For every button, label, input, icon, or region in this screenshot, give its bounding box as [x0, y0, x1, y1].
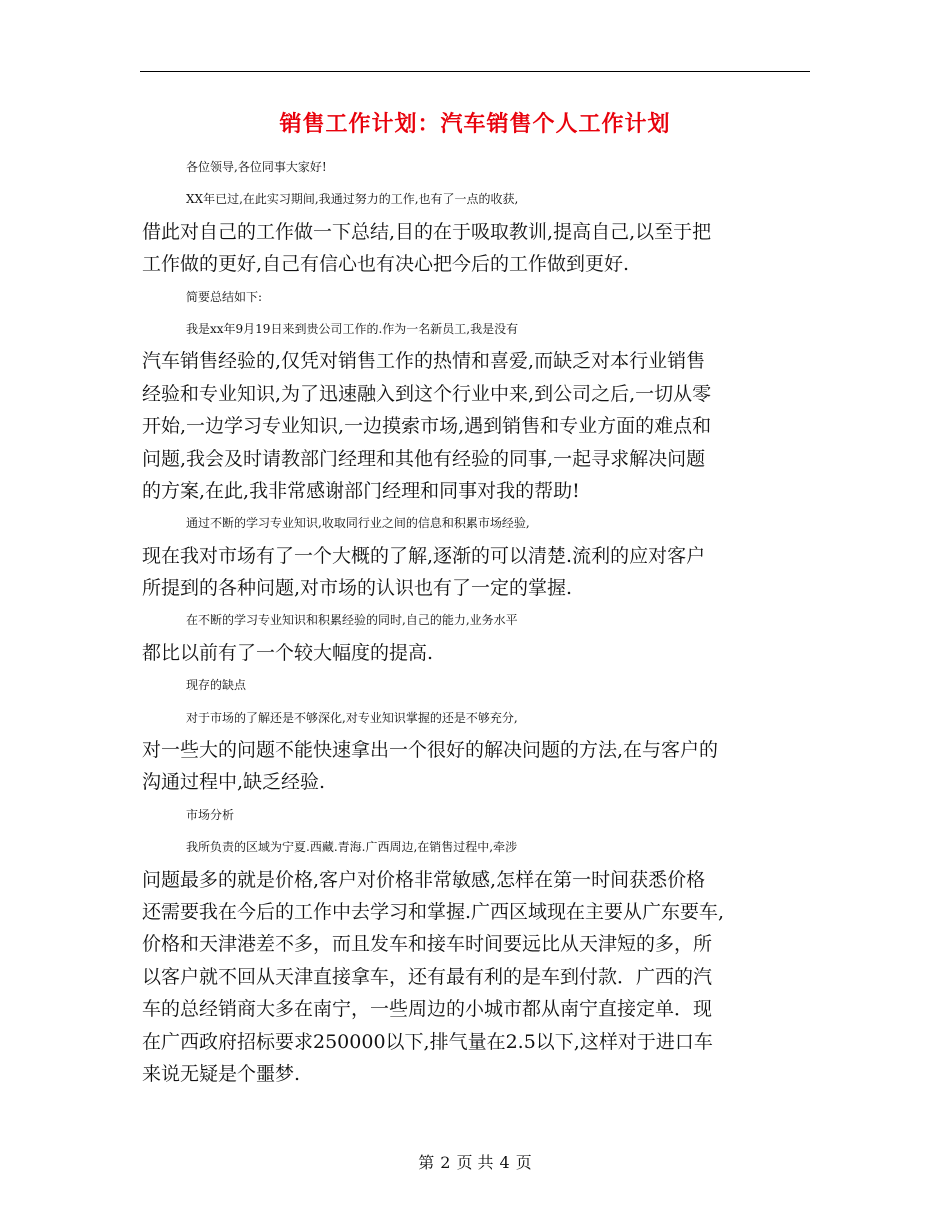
paragraph-line: 在广西政府招标要求250000以下,排气量在2.5以下,这样对于进口车 — [142, 1030, 713, 1053]
paragraph-line: 以客户就不回从天津直接拿车，还有最有利的是车到付款．广西的汽 — [142, 965, 713, 988]
paragraph-line: 我是xx年9月19日来到贵公司工作的.作为一名新员工,我是没有 — [186, 321, 519, 336]
document-title: 销售工作计划：汽车销售个人工作计划 — [279, 111, 671, 137]
paragraph-line: 现在我对市场有了一个大概的了解,逐渐的可以清楚.流利的应对客户 — [142, 544, 706, 567]
header-rule — [140, 71, 810, 72]
paragraph-line: 经验和专业知识,为了迅速融入到这个行业中来,到公司之后,一切从零 — [142, 382, 712, 405]
paragraph-line: 现存的缺点 — [186, 678, 247, 693]
paragraph-line: 简要总结如下: — [186, 289, 263, 304]
paragraph-line: 还需要我在今后的工作中去学习和掌握.广西区域现在主要从广东要车, — [142, 900, 725, 923]
paragraph-line: 我所负责的区域为宁夏.西藏.青海.广西周边,在销售过程中,牵涉 — [186, 840, 518, 855]
paragraph-line: 借此对自己的工作做一下总结,目的在于吸取教训,提高自己,以至于把 — [142, 220, 712, 243]
paragraph-line: 问题,我会及时请教部门经理和其他有经验的同事,一起寻求解决问题 — [142, 447, 706, 470]
footer-total-pages: 4 — [499, 1153, 510, 1172]
paragraph-line: 对于市场的了解还是不够深化,对专业知识掌握的还是不够充分, — [186, 710, 518, 725]
paragraph-line: 都比以前有了一个较大幅度的提高. — [142, 641, 434, 664]
paragraph-line: 通过不断的学习专业知识,收取同行业之间的信息和积累市场经验, — [186, 516, 530, 531]
paragraph-line: 汽车销售经验的,仅凭对销售工作的热情和喜爱,而缺乏对本行业销售 — [142, 350, 706, 373]
paragraph-line: 市场分析 — [186, 807, 235, 822]
paragraph-line: 来说无疑是个噩梦. — [142, 1062, 301, 1085]
paragraph-line: 所提到的各种问题,对市场的认识也有了一定的掌握. — [142, 577, 573, 600]
footer-prefix: 第 — [418, 1153, 435, 1172]
paragraph-line: 各位领导,各位同事大家好! — [186, 160, 327, 174]
paragraph-line: 车的总经销商大多在南宁，一些周边的小城市都从南宁直接定单．现 — [142, 998, 713, 1021]
paragraph-line: 价格和天津港差不多，而且发车和接车时间要远比从天津短的多，所 — [142, 933, 713, 956]
paragraph-line: 在不断的学习专业知识和积累经验的同时,自己的能力,业务水平 — [186, 613, 518, 628]
paragraph-line: 开始,一边学习专业知识,一边摸索市场,遇到销售和专业方面的难点和 — [142, 415, 712, 438]
paragraph-line: 对一些大的问题不能快速拿出一个很好的解决问题的方法,在与客户的 — [142, 739, 719, 762]
paragraph-line: 的方案,在此,我非常感谢部门经理和同事对我的帮助! — [142, 479, 580, 502]
document-body — [142, 151, 812, 1090]
paragraph-line: 沟通过程中,缺乏经验. — [142, 771, 326, 794]
footer-middle: 页 共 — [456, 1153, 494, 1172]
page-footer — [0, 1152, 950, 1174]
footer-page-number: 2 — [440, 1153, 451, 1172]
paragraph-line: XX年已过,在此实习期间,我通过努力的工作,也有了一点的收获, — [186, 192, 519, 207]
paragraph-line: 问题最多的就是价格,客户对价格非常敏感,怎样在第一时间获悉价格 — [142, 868, 706, 891]
paragraph-line: 工作做的更好,自己有信心也有决心把今后的工作做到更好. — [142, 253, 630, 276]
footer-suffix: 页 — [515, 1153, 532, 1172]
